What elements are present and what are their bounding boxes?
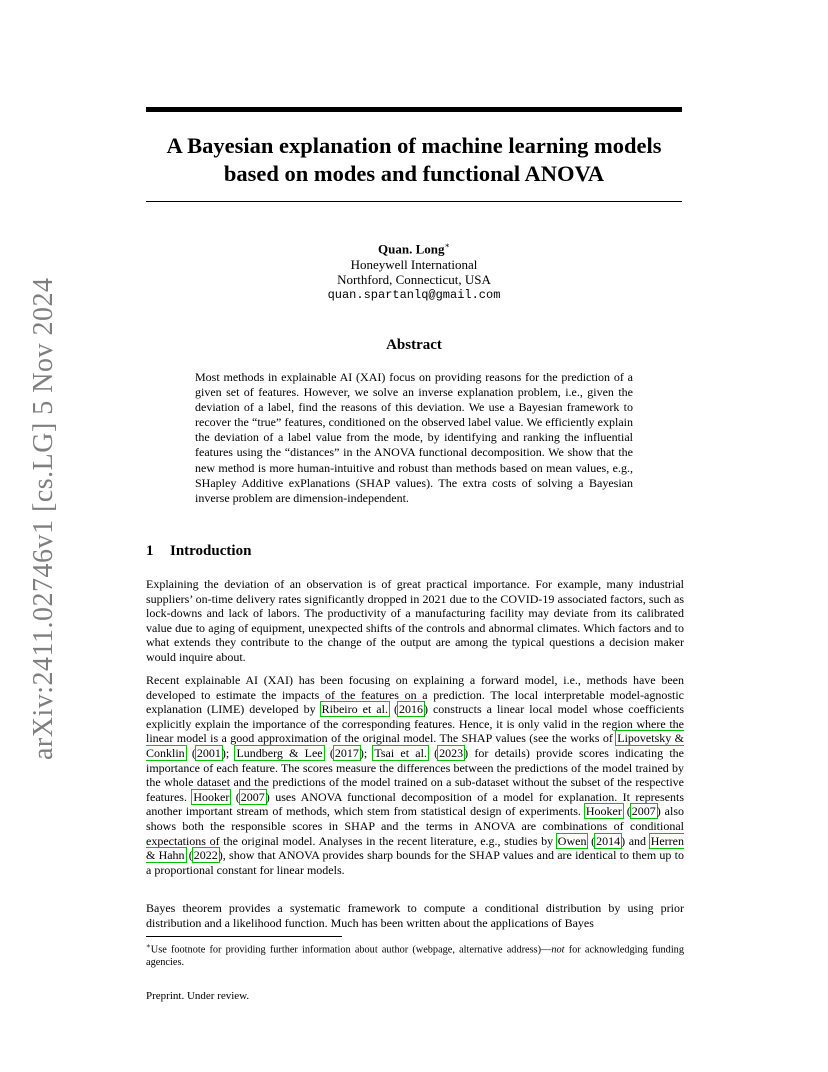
arxiv-identifier: arXiv:2411.02746v1 [cs.LG] 5 Nov 2024 (28, 277, 59, 760)
author-name: Quan. Long∗ (378, 241, 450, 257)
intro-paragraph-3: Bayes theorem provides a systematic framework to compute a conditional distribution by using prior distribution and a likelihood function. Much has been written about the applications of Bayes (146, 901, 684, 930)
title-line-1: A Bayesian explanation of machine learning models (166, 133, 662, 158)
footnote-emphasis: not (551, 944, 565, 956)
author-block (146, 238, 682, 303)
footnote: ∗Use footnote for providing further information about author (webpage, alternative address)—not for acknowledging funding agencies. (146, 942, 684, 969)
citation-year-link[interactable]: 2017 (334, 745, 359, 760)
preprint-notice: Preprint. Under review. (146, 990, 250, 1002)
section-number: 1 (146, 543, 154, 559)
intro-paragraph-1: Explaining the deviation of an observation is of great practical importance. For example, many industrial suppliers’ on-time delivery rates significantly dropped in 2021 due to the COVID-19 associated factors, such as lock-downs and lack of labors. The productivity of a manufacturing facility may deviate from its calibrated value due to aging of equipment, unexpected shifts of the controls and abnormal climates. Which factors and to what extends they contribute to the change of the output are among the typical questions a decision maker would inquire about. (146, 577, 684, 664)
citation-year-link[interactable]: 2014 (596, 833, 621, 848)
citation-link[interactable]: Herren & Hahn (146, 833, 684, 863)
citation-link[interactable]: Tsai et al. (374, 745, 427, 760)
title-rule (146, 201, 682, 202)
citation-year-link[interactable]: 2001 (196, 745, 221, 760)
citation-link[interactable]: Owen (557, 833, 587, 848)
citation-year-link[interactable]: 2007 (240, 789, 265, 804)
author-affiliation: Honeywell International (350, 256, 478, 272)
citation-year-link[interactable]: 2016 (398, 702, 423, 717)
footnote-rule (146, 936, 342, 937)
footnote-mark: ∗ (146, 942, 151, 950)
citation-link[interactable]: Hooker (585, 804, 622, 819)
citation-link[interactable]: Hooker (193, 789, 230, 804)
citation-link[interactable]: Lundberg & Lee (236, 745, 323, 760)
citation-year-link[interactable]: 2007 (631, 804, 656, 819)
abstract-heading: Abstract (386, 337, 442, 353)
citation-link[interactable]: Lipovetsky & Conklin (146, 731, 684, 760)
abstract-text: Most methods in explainable AI (XAI) focus on providing reasons for the prediction of a given set of features. However, we solve an inverse explanation problem, i.e., given the deviation of a label, find the reasons of this deviation. We use a Bayesian framework to recover the “true” features, conditioned on the observed label value. We efficiently explain the deviation of a label value from the mode, by identifying and ranking the influential features using the “distances” in the ANOVA functional decomposition. We show that the new method is more human-intuitive and robust than methods based on mean values, e.g., SHapley Additive exPlanations (SHAP values). The extra costs of solving a Bayesian inverse problem are dimension-independent. (195, 370, 633, 505)
author-location: Northford, Connecticut, USA (337, 272, 491, 288)
author-email[interactable]: quan.spartanlq@gmail.com (327, 287, 501, 302)
citation-year-link[interactable]: 2022 (193, 848, 218, 863)
citation-year-link[interactable]: 2023 (439, 745, 464, 760)
title-line-2: based on modes and functional ANOVA (223, 161, 605, 186)
paper-title (146, 132, 682, 188)
author-footnote-mark[interactable]: ∗ (444, 241, 450, 250)
top-rule (146, 107, 682, 112)
section-heading-introduction (146, 543, 682, 560)
intro-paragraph-2: Recent explainable AI (XAI) has been focusing on explaining a forward model, i.e., methods have been developed to estimate the impacts of the features on a prediction. The local interpretable model-agnostic explanation (LIME) developed by Ribeiro et al. (2016) constructs a linear local model whose coefficients explicitly explain the importance of the corresponding features. Hence, it is only valid in the region where the linear model is a good approximation of the original model. The SHAP values (see the works of Lipovetsky & Conklin (2001); Lundberg & Lee (2017); Tsai et al. (2023) for details) provide scores indicating the importance of each feature. The scores measure the differences between the predictions of the model trained by the whole dataset and the predictions of the model trained on a sub-dataset without the subset of the respective features. Hooker (2007) uses ANOVA functional decomposition of a model for explanation. It represents another important stream of methods, which stem from statistical design of experiments. Hooker (2007) also shows both the responsible scores in SHAP and the terms in ANOVA are combinations of conditional expectations of the original model. Analyses in the recent literature, e.g., studies by Owen (2014) and Herren & Hahn (2022), show that ANOVA provides sharp bounds for the SHAP values and are identical to them up to a proportional constant for linear models. (146, 673, 685, 877)
section-title: Introduction (170, 543, 252, 559)
citation-link[interactable]: Ribeiro et al. (321, 702, 388, 717)
